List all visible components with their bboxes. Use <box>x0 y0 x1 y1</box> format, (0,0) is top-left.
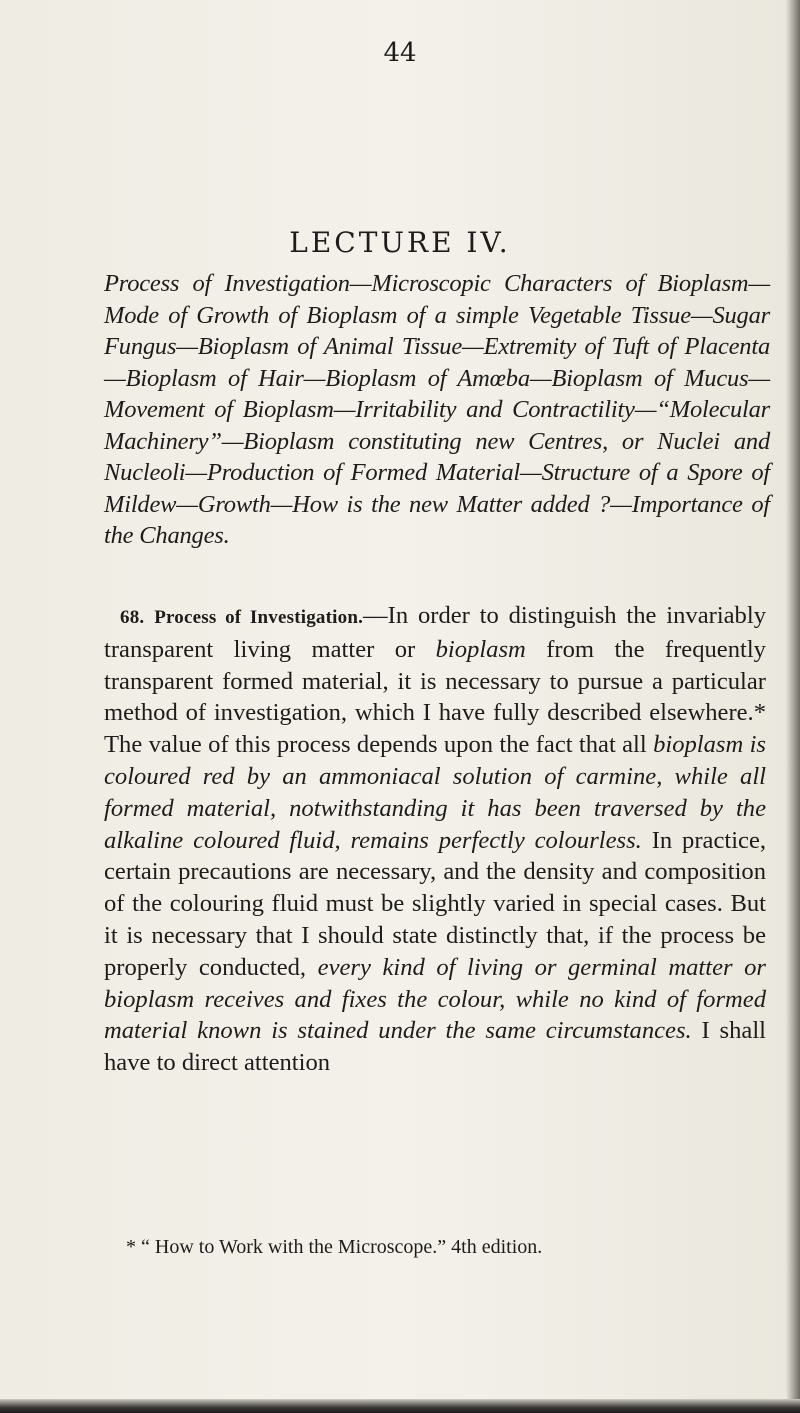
body-text-emphasis: every kind of living or germinal matter or bioplasm receives and fixes the colour, while no kind of formed material known is stained under the same circumstances. <box>104 953 766 1045</box>
body-text-emphasis: bioplasm <box>435 635 526 663</box>
body-text: —In order to distinguish the invariably transparent living matter or <box>104 602 766 663</box>
lecture-synopsis: Process of Investigation—Microscopic Characters of Bioplasm—Mode of Growth of Bioplasm of a simple Vegetable Tissue—Sugar Fungus—Bioplasm of Animal Tissue—Extremity of Tuft of Placenta—Bioplasm of Hair—Bioplasm of Amœba—Bioplasm of Mucus—Movement of Bioplasm—Irritability and Contractility—“Molecular Machinery”—Bioplasm constituting new Centres, or Nuclei and Nucleoli—Production of Formed Material—Structure of a Spore of Mildew—Growth—How is the new Matter added ?—Importance of the Changes. <box>104 270 770 549</box>
page-number: 44 <box>383 38 417 68</box>
body-text: I shall have to direct attention <box>104 1017 766 1077</box>
footnote: * “ How to Work with the Microscope.” 4th edition. <box>126 1236 543 1258</box>
page-edge-shadow <box>786 0 800 1413</box>
page-bottom-edge <box>0 1399 800 1413</box>
section-68-paragraph <box>104 600 766 1079</box>
body-text-emphasis: bioplasm is coloured red by an ammoniacal solution of carmine, while all formed material, notwithstanding it has been traversed by the alkaline coloured fluid, remains perfectly colourless. <box>104 731 766 854</box>
lecture-title: LECTURE IV. <box>289 226 511 259</box>
section-heading: Process of Investigation. <box>154 607 364 628</box>
body-text: from the frequently transparent formed material, it is necessary to pursue a particular method of investigation, which I have fully described elsewhere.* The value of this process depends upon the fact that all <box>104 635 766 759</box>
body-text: In practice, certain precautions are necessary, and the density and composition of the colouring fluid must be slightly varied in special cases. But it is necessary that I should state distinctly that, if the process be properly conducted, <box>104 826 767 981</box>
section-number: 68. <box>120 607 145 628</box>
